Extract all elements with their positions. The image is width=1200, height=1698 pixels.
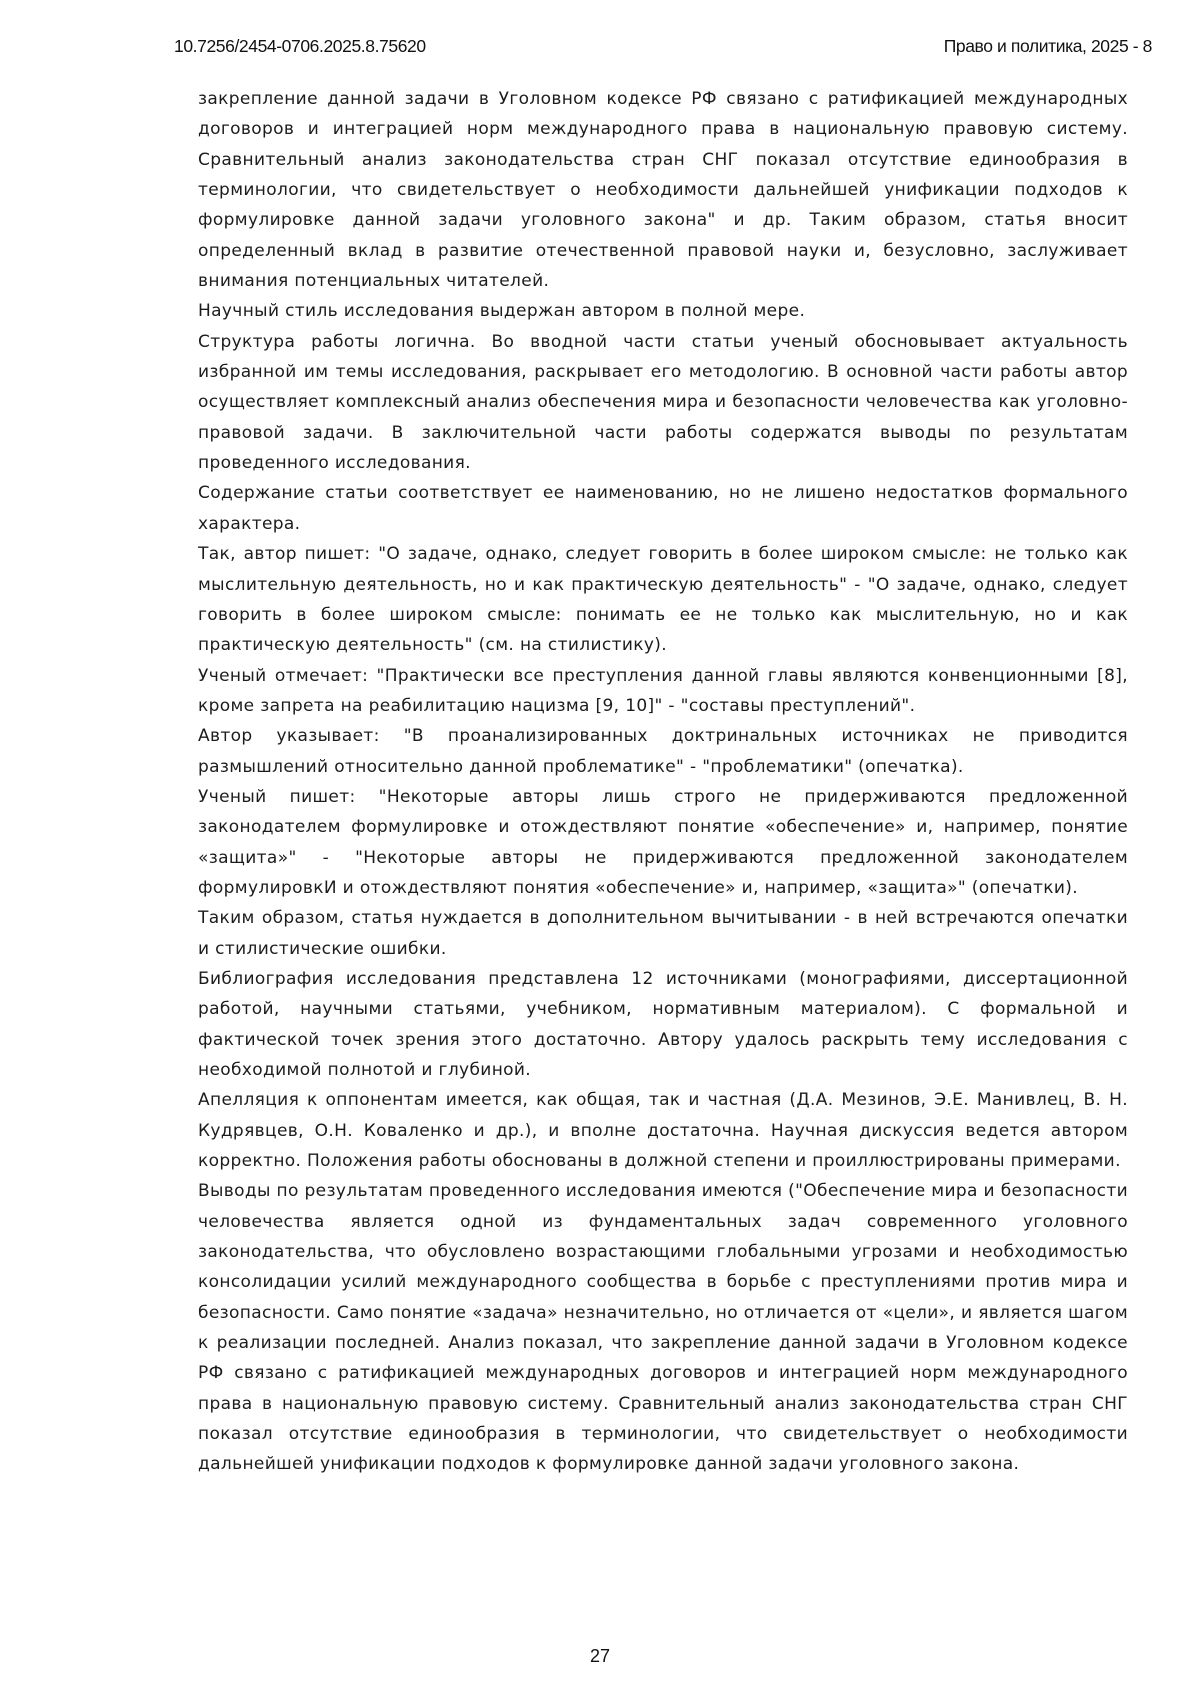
journal-issue: Право и политика, 2025 - 8 xyxy=(944,36,1152,57)
page-header xyxy=(174,36,1152,64)
paragraph: Так, автор пишет: "О задаче, однако, следует говорить в более широком смысле: не только как мыслительную деятельность, но и как практическую деятельность" - "О задаче, однако, следует говорить в более широком смысле: понимать ее не только как мыслительную, но и как практическую деятельность" (см. на стилистику). xyxy=(198,539,1128,660)
paragraph: Научный стиль исследования выдержан автором в полной мере. xyxy=(198,296,1128,326)
page-number: 27 xyxy=(0,1646,1200,1667)
paragraph: Апелляция к оппонентам имеется, как общая, так и частная (Д.А. Мезинов, Э.Е. Манивлец, В. Н. Кудрявцев, О.Н. Коваленко и др.), и вполне достаточна. Научная дискуссия ведется автором корректно. Положения работы обоснованы в должной степени и проиллюстрированы примерами. xyxy=(198,1085,1128,1176)
paragraph: Библиография исследования представлена 12 источниками (монографиями, диссертационной работой, научными статьями, учебником, нормативным материалом). С формальной и фактической точек зрения этого достаточно. Автору удалось раскрыть тему исследования с необходимой полнотой и глубиной. xyxy=(198,964,1128,1085)
paragraph: Ученый отмечает: "Практически все преступления данной главы являются конвенционными [8], кроме запрета на реабилитацию нацизма [9, 10]" - "составы преступлений". xyxy=(198,661,1128,722)
article-body xyxy=(198,84,1128,1480)
paragraph: закрепление данной задачи в Уголовном кодексе РФ связано с ратификацией международных договоров и интеграцией норм международного права в национальную правовую систему. Сравнительный анализ законодательства стран СНГ показал отсутствие единообразия в терминологии, что свидетельствует о необходимости дальнейшей унификации подходов к формулировке данной задачи уголовного закона" и др. Таким образом, статья вносит определенный вклад в развитие отечественной правовой науки и, безусловно, заслуживает внимания потенциальных читателей. xyxy=(198,84,1128,296)
paragraph: Таким образом, статья нуждается в дополнительном вычитывании - в ней встречаются опечатки и стилистические ошибки. xyxy=(198,903,1128,964)
paragraph: Структура работы логична. Во вводной части статьи ученый обосновывает актуальность избранной им темы исследования, раскрывает его методологию. В основной части работы автор осуществляет комплексный анализ обеспечения мира и безопасности человечества как уголовно-правовой задачи. В заключительной части работы содержатся выводы по результатам проведенного исследования. xyxy=(198,327,1128,479)
paragraph: Автор указывает: "В проанализированных доктринальных источниках не приводится размышлений относительно данной проблематике" - "проблематики" (опечатка). xyxy=(198,721,1128,782)
paragraph: Содержание статьи соответствует ее наименованию, но не лишено недостатков формального характера. xyxy=(198,478,1128,539)
article-doi: 10.7256/2454-0706.2025.8.75620 xyxy=(174,36,426,57)
paragraph: Выводы по результатам проведенного исследования имеются ("Обеспечение мира и безопасности человечества является одной из фундаментальных задач современного уголовного законодательства, что обусловлено возрастающими глобальными угрозами и необходимостью консолидации усилий международного сообщества в борьбе с преступлениями против мира и безопасности. Само понятие «задача» незначительно, но отличается от «цели», и является шагом к реализации последней. Анализ показал, что закрепление данной задачи в Уголовном кодексе РФ связано с ратификацией международных договоров и интеграцией норм международного права в национальную правовую систему. Сравнительный анализ законодательства стран СНГ показал отсутствие единообразия в терминологии, что свидетельствует о необходимости дальнейшей унификации подходов к формулировке данной задачи уголовного закона. xyxy=(198,1176,1128,1479)
paragraph: Ученый пишет: "Некоторые авторы лишь строго не придерживаются предложенной законодателем формулировке и отождествляют понятие «обеспечение» и, например, понятие «защита»" - "Некоторые авторы не придерживаются предложенной законодателем формулировкИ и отождествляют понятия «обеспечение» и, например, «защита»" (опечатки). xyxy=(198,782,1128,903)
